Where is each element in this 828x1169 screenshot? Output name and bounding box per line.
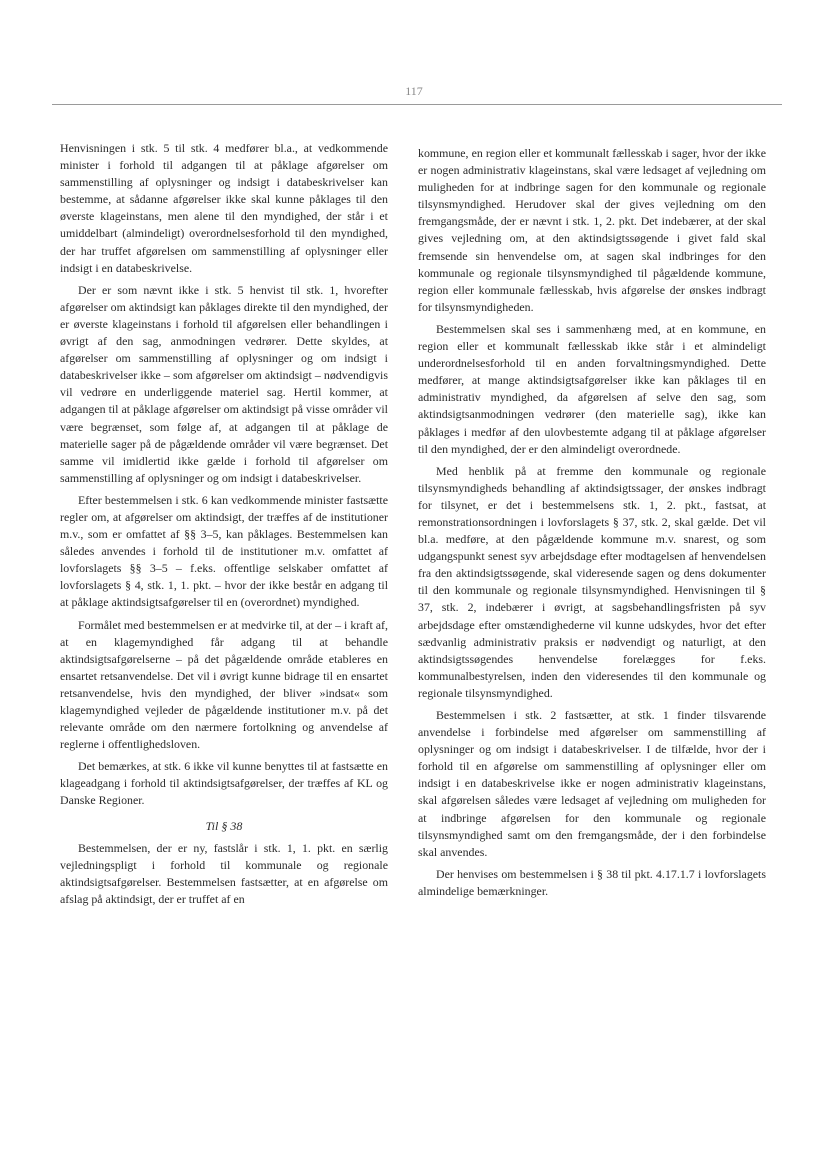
paragraph: Bestemmelsen i stk. 2 fastsætter, at stk. 1 finder tilsvarende anvendelse i forbindelse med afgørelser om sammenstilling af oplysninger og om indsigt i databeskrivelser. I de tilfælde, hvor der i forhold til en afgørelse om sammenstilling af oplysninger eller om indsigt i en databeskrivelse ikke er nogen administrativ klageinstans, skal afgørelsen således være ledsaget af vejledning om muligheden for at indbringe afgørelsen for den kommunale og regionale tilsynsmyndighed samt om den fremgangsmåde, der i den forbindelse skal anvendes.	[418, 708, 766, 859]
page-number: 117	[405, 84, 423, 98]
paragraph: Henvisningen i stk. 5 til stk. 4 medfører bl.a., at vedkommende minister i forhold til adgangen til at påklage afgørelser om sammenstilling af oplysninger og indsigt i databeskrivelser kan bestemme, at sådanne afgørelser ikke skal kunne påklages til den øverste klageinstans, men alene til den myndighed, der står i et umiddelbart (almindeligt) overordnelsesforhold til den myndighed, der har truffet afgørelsen om sammenstilling af oplysninger eller indsigt i en databeskrivelse.	[60, 141, 388, 275]
paragraph: Efter bestemmelsen i stk. 6 kan vedkommende minister fastsætte regler om, at afgørelser om aktindsigt, der træffes af de institutioner m.v., som er omfattet af §§ 3–5, kan påklages. Bestemmelsen kan således anvendes i forhold til de institutioner m.v. omfattet af lovforslagets §§ 3–5 – f.eks. offentlige selskaber omfattet af lovforslagets § 4, stk. 1, 1. pkt. – hvor der ikke består en adgang til at påklage aktindsigtsafgørelser til en (overordnet) myndighed.	[60, 492, 388, 610]
paragraph: Der henvises om bestemmelsen i § 38 til pkt. 4.17.1.7 i lovforslagets almindelige bemærkninger.	[418, 866, 766, 898]
section-heading: Til § 38	[205, 818, 243, 833]
header-rule	[52, 104, 782, 105]
left-column	[60, 140, 388, 913]
paragraph: Bestemmelsen, der er ny, fastslår i stk. 1, 1. pkt. en særlig vejledningspligt i forhold til kommunale og regionale aktindsigtsafgørelser. Bestemmelsen fastsætter, at en afgørelse om afslag på aktindsigt, der er truffet af en	[60, 840, 388, 906]
paragraph: Det bemærkes, at stk. 6 ikke vil kunne benyttes til at fastsætte en klageadgang i forhold til aktindsigtsafgørelser, der træffes af KL og Danske Regioner.	[60, 759, 388, 808]
paragraph: Der er som nævnt ikke i stk. 5 henvist til stk. 1, hvorefter afgørelser om aktindsigt kan påklages direkte til den myndighed, der er øverste klageinstans i forhold til afgørelsen eller behandlingen i øvrigt af den sag, anmodningen vedrører. Dette skyldes, at afgørelser om sammenstilling af oplysninger og om indsigt i databeskrivelser ikke – som afgørelser om aktindsigt – nødvendigvis vil vedrøre en underliggende materiel sag. Hertil kommer, at adgangen til at påklage afgørelser om aktindsigt på visse områder vil være begrænset, som følge af, at adgangen til at påklage de materielle sager på de pågældende områder vil være begrænset. Det samme vil imidlertid ikke gælde i forhold til afgørelser om sammenstilling af oplysninger og om indsigt i databeskrivelser.	[60, 282, 388, 485]
paragraph: Formålet med bestemmelsen er at medvirke til, at der – i kraft af, at en klagemyndighed får adgang til at behandle aktindsigtsafgørelserne – på det pågældende område etableres en ensartet retsanvendelse. Det vil i øvrigt kunne bidrage til en ensartet retsanvendelse, hvis den myndighed, der bliver »indsat« som klagemyndighed vejleder de pågældende institutioner m.v. på det relevante område om den nærmere fortolkning og anvendelse af reglerne i offentlighedsloven.	[60, 617, 388, 752]
right-column	[418, 145, 766, 905]
paragraph: Med henblik på at fremme den kommunale og regionale tilsynsmyndigheds behandling af aktindsigtssager, der ønskes indbragt for tilsynet, er det i bestemmelsens stk. 1, 2. pkt., fastsat, at remonstrationsordningen i lovforslagets § 37, stk. 2, skal gælde. Det vil bl.a. medføre, at den pågældende kommune m.v. snarest, og som udgangspunkt senest syv arbejdsdage efter modtagelsen af henvendelsen fra den aktindsigtssøgende, skal videresende sagen og dens dokumenter til den kommunale og regionale tilsynsmyndighed. Henvisningen til § 37, stk. 2, indebærer i øvrigt, at sagsbehandlingsfristen på syv arbejdsdage efter omstændighederne vil kunne udskydes, hvor det efter sædvanlig administrativ praksis er nødvendigt og naturligt, at den aktindsigtssøgendes henvendelse forelægges for f.eks. kommunalbestyrelsen, inden den videresendes til den kommunale og regionale tilsynsmyndighed.	[418, 463, 766, 700]
paragraph: kommune, en region eller et kommunalt fællesskab i sager, hvor der ikke er nogen administrativ klageinstans, skal være ledsaget af vejledning om muligheden for at indbringe sagen for den kommunale og regionale tilsynsmyndighed. Herudover skal der gives vejledning om den fremgangsmåde, der er nævnt i stk. 1, 2. pkt. Det indebærer, at der skal gives vejledning om, at den aktindsigtssøgende i givet fald skal fremsende sin henvendelse om, at sagen skal indbringes for den kommunale og regionale tilsynsmyndighed til pågældende kommune, region eller kommunale fællesskab, hvis afgørelse der ønskes indbragt for tilsynsmyndigheden.	[418, 146, 766, 314]
paragraph: Bestemmelsen skal ses i sammenhæng med, at en kommune, en region eller et kommunalt fællesskab ikke står i et almindeligt underordnelsesforhold til en anden forvaltningsmyndighed. Dette medfører, at mange aktindsigtsafgørelser ikke kan påklages til en administrativ myndighed, da afgørelsen af selve den sag, som aktindsigtsanmodningen vedrører (den materielle sag), ikke kan påklages i medfør af den ulovbestemte adgang til at påklage afgørelser til den myndighed, der er den almindeligt overordnede.	[418, 321, 766, 456]
